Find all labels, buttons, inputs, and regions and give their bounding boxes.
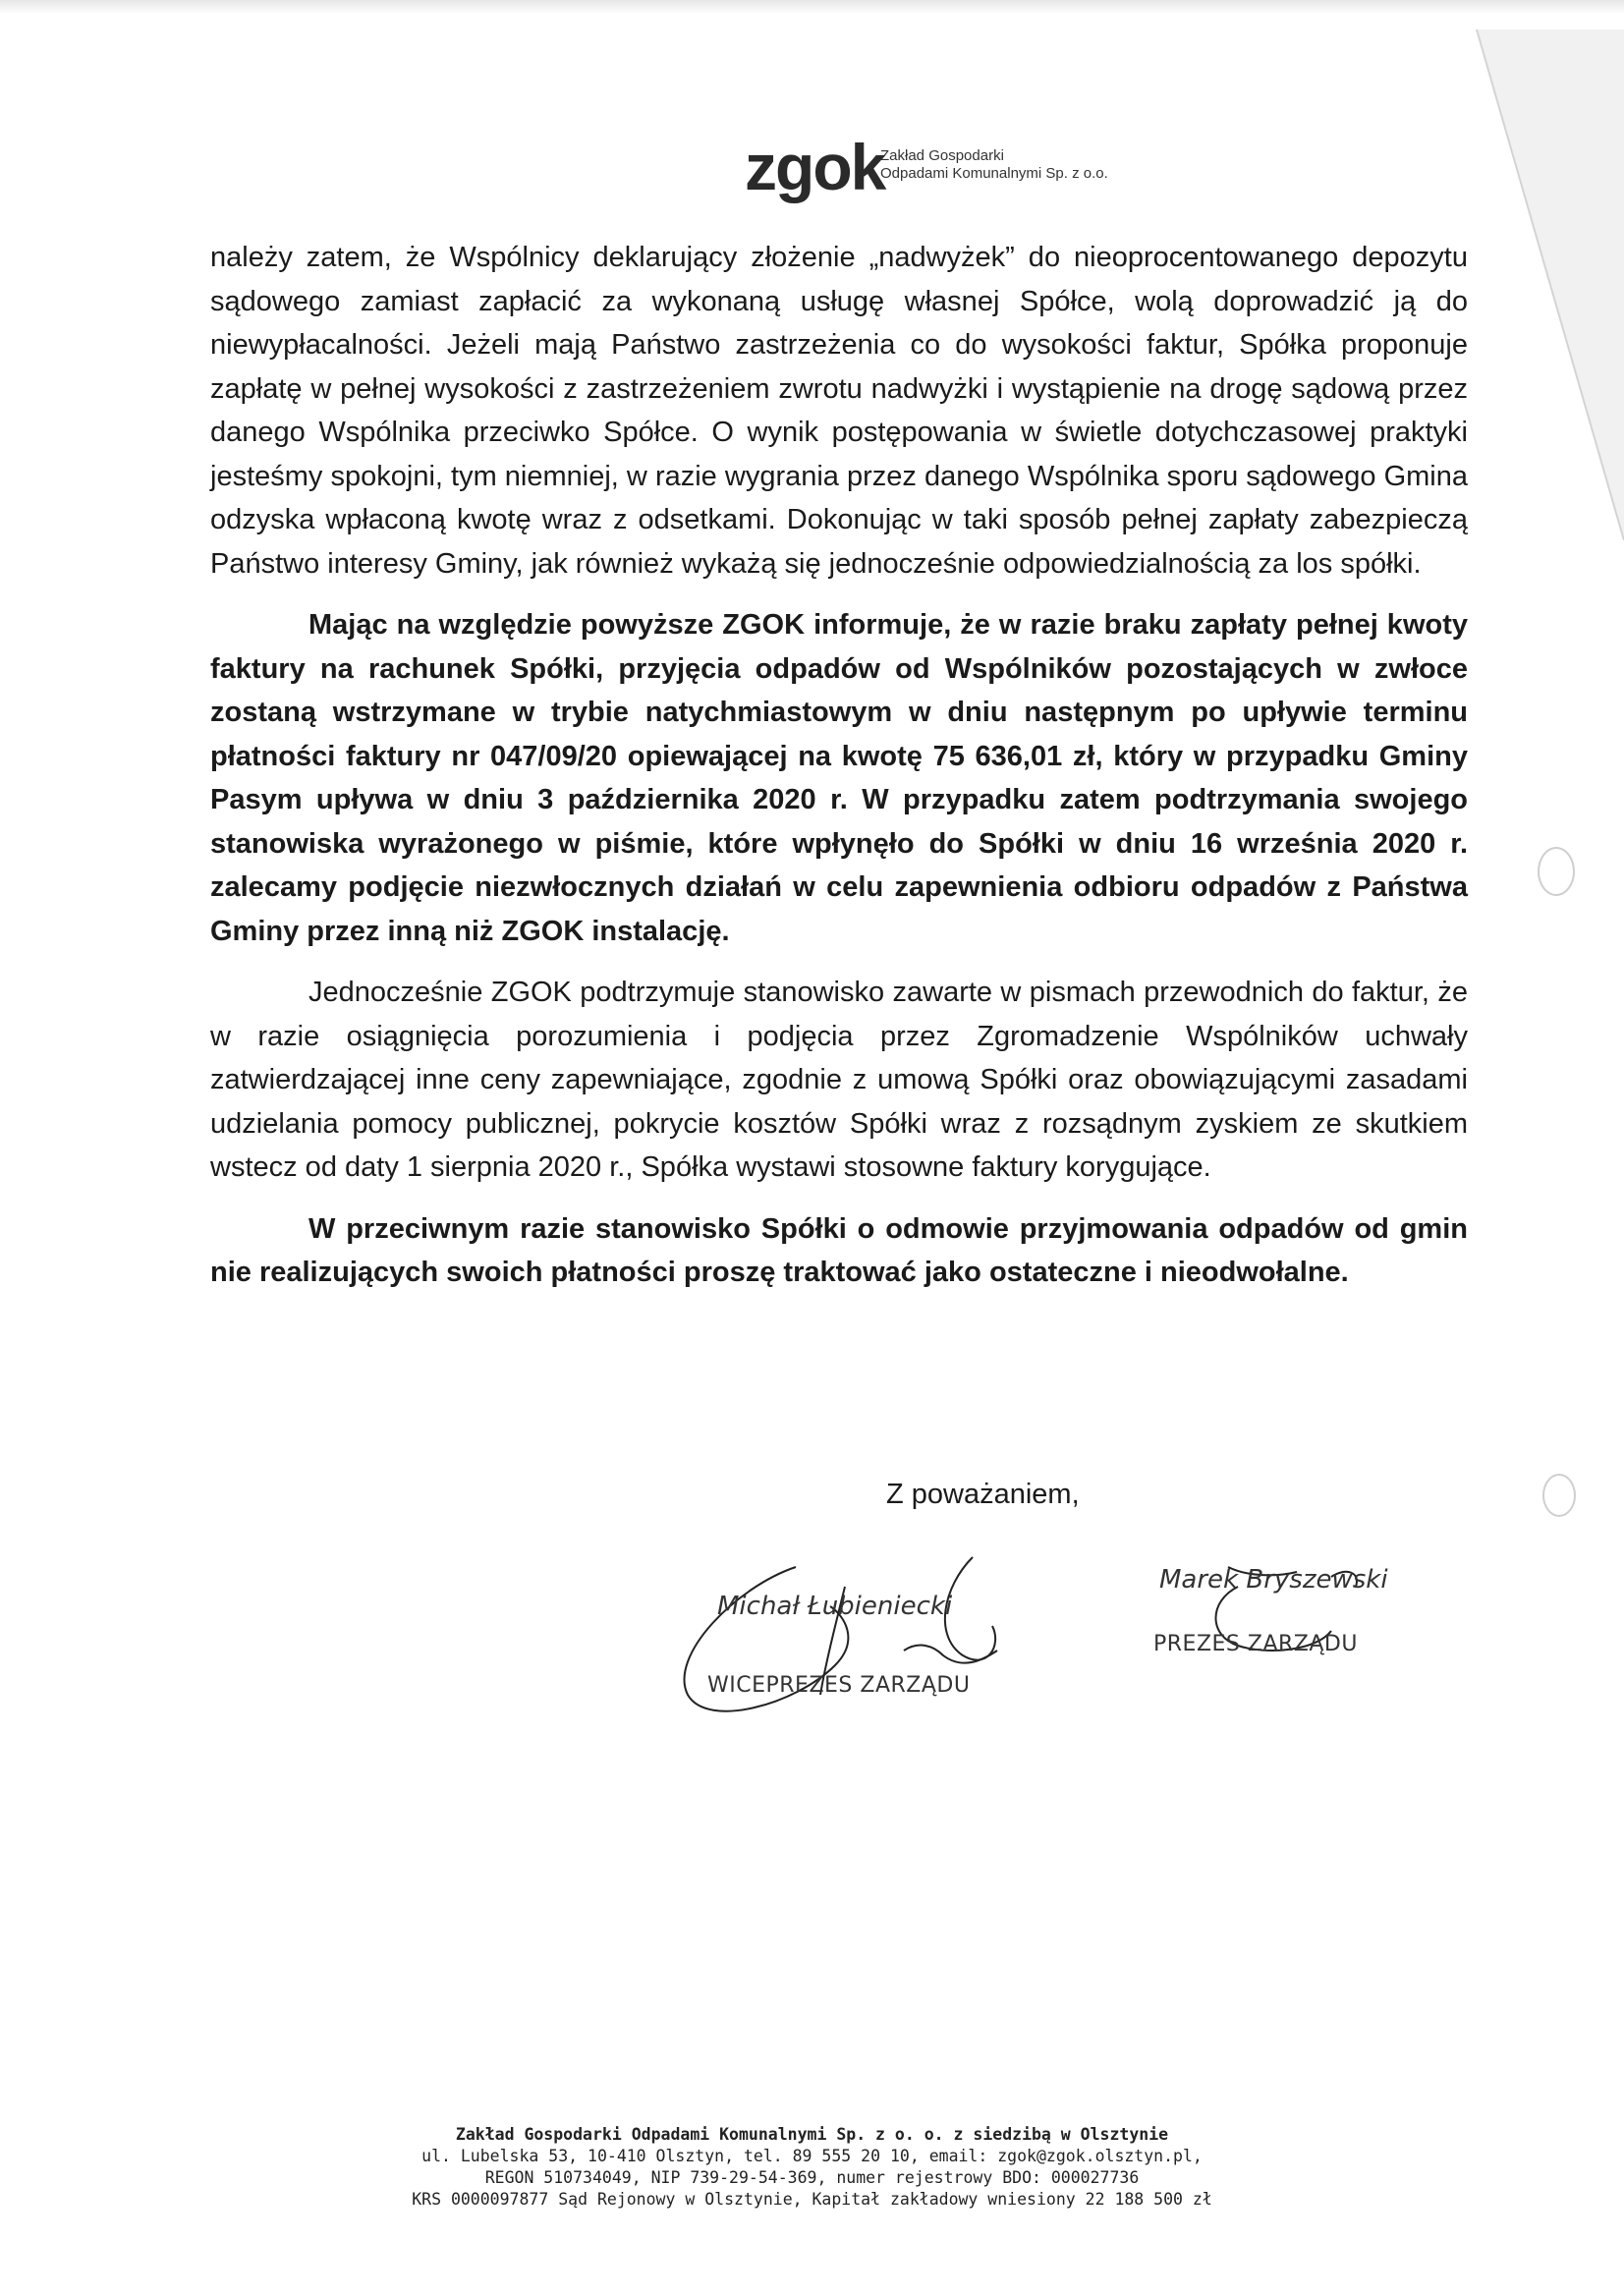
footer-line-4: KRS 0000097877 Sąd Rejonowy w Olsztynie, Kapitał zakładowy wniesiony 22 188 500 zł	[412, 2190, 1212, 2209]
punch-hole-upper	[1538, 847, 1575, 896]
paragraph-4: W przeciwnym razie stanowisko Spółki o odmowie przyjmowania odpadów od gmin nie realizujących swoich płatności proszę traktować jako ostateczne i nieodwołalne.	[210, 1212, 1468, 1288]
logo-company-name	[880, 147, 1108, 183]
letter-body	[210, 236, 1468, 1313]
signature-block-vice-president	[648, 1547, 1061, 1724]
paragraph-2: Mając na względzie powyższe ZGOK informuje, że w razie braku zapłaty pełnej kwoty faktury na rachunek Spółki, przyjęcia odpadów od Wspólników pozostających w zwłoce zostaną wstrzymane w trybie natychmiastowym w dniu następnym po upływie terminu płatności faktury nr 047/09/20 opiewającej na kwotę 75 636,01 zł, który w przypadku Gminy Pasym upływa w dniu 3 października 2020 r. W przypadku zatem podtrzymania swojego stanowiska wyrażonego w piśmie, które wpłynęło do Spółki w dniu 16 września 2020 r. zalecamy podjęcie niezwłocznych działań w celu zapewnienia odbioru odpadów z Państwa Gminy przez inną niż ZGOK instalację.	[210, 609, 1468, 947]
signature-scribble-left	[648, 1547, 1061, 1724]
signature-title-right: PREZES ZARZĄDU	[1153, 1632, 1358, 1656]
scan-edge-shadow	[0, 0, 1624, 14]
company-logo	[745, 128, 1197, 206]
paragraph-3: Jednocześnie ZGOK podtrzymuje stanowisko zawarte w pismach przewodnich do faktur, że w razie osiągnięcia porozumienia i podjęcia przez Zgromadzenie Wspólników uchwały zatwierdzającej inne ceny zapewniające, zgodnie z umową Spółki oraz obowiązującymi zasadami udzielania pomocy publicznej, pokrycie kosztów Spółki wraz z rozsądnym zyskiem ze skutkiem wstecz od daty 1 sierpnia 2020 r., Spółka wystawi stosowne faktury korygujące.	[210, 977, 1468, 1183]
footer-line-3: REGON 510734049, NIP 739-29-54-369, numer rejestrowy BDO: 000027736	[484, 2168, 1140, 2187]
signature-block-president	[1149, 1557, 1434, 1685]
paragraph-1: należy zatem, że Wspólnicy deklarujący złożenie „nadwyżek” do nieoprocentowanego depozytu sądowego zamiast zapłacić za wykonaną usługę własnej Spółce, wolą doprowadzić ją do niewypłacalności. Jeżeli mają Państwo zastrzeżenia co do wysokości faktur, Spółka proponuje zapłatę w pełnej wysokości z zastrzeżeniem zwrotu nadwyżki i wystąpienie na drogę sądową przez danego Wspólnika przeciwko Spółce. O wynik postępowania w świetle dotychczasowej praktyki jesteśmy spokojni, tym niemniej, w razie wygrania przez danego Wspólnika sporu sądowego Gmina odzyska wpłaconą kwotę wraz z odsetkami. Dokonując w taki sposób pełnej zapłaty zabezpieczą Państwo interesy Gminy, jak również wykażą się jednocześnie odpowiedzialnością za los spółki.	[210, 242, 1468, 580]
signature-name-left: Michał Łubieniecki	[717, 1592, 953, 1621]
footer-line-2: ul. Lubelska 53, 10-410 Olsztyn, tel. 89 555 20 10, email: zgok@zgok.olsztyn.pl,	[421, 2147, 1203, 2165]
footer-line-1: Zakład Gospodarki Odpadami Komunalnymi Sp. z o. o. z siedzibą w Olsztynie	[455, 2125, 1169, 2144]
closing-salutation: Z poważaniem,	[886, 1479, 1080, 1510]
company-footer	[295, 2124, 1329, 2211]
signature-name-right: Marek Bryszewski	[1159, 1565, 1388, 1595]
punch-hole-lower	[1542, 1474, 1576, 1517]
logo-line-2: Odpadami Komunalnymi Sp. z o.o.	[880, 165, 1108, 182]
logo-mark: zgok	[745, 131, 885, 203]
signature-title-left: WICEPREZES ZARZĄDU	[707, 1673, 971, 1698]
logo-line-1: Zakład Gospodarki	[880, 147, 1004, 164]
